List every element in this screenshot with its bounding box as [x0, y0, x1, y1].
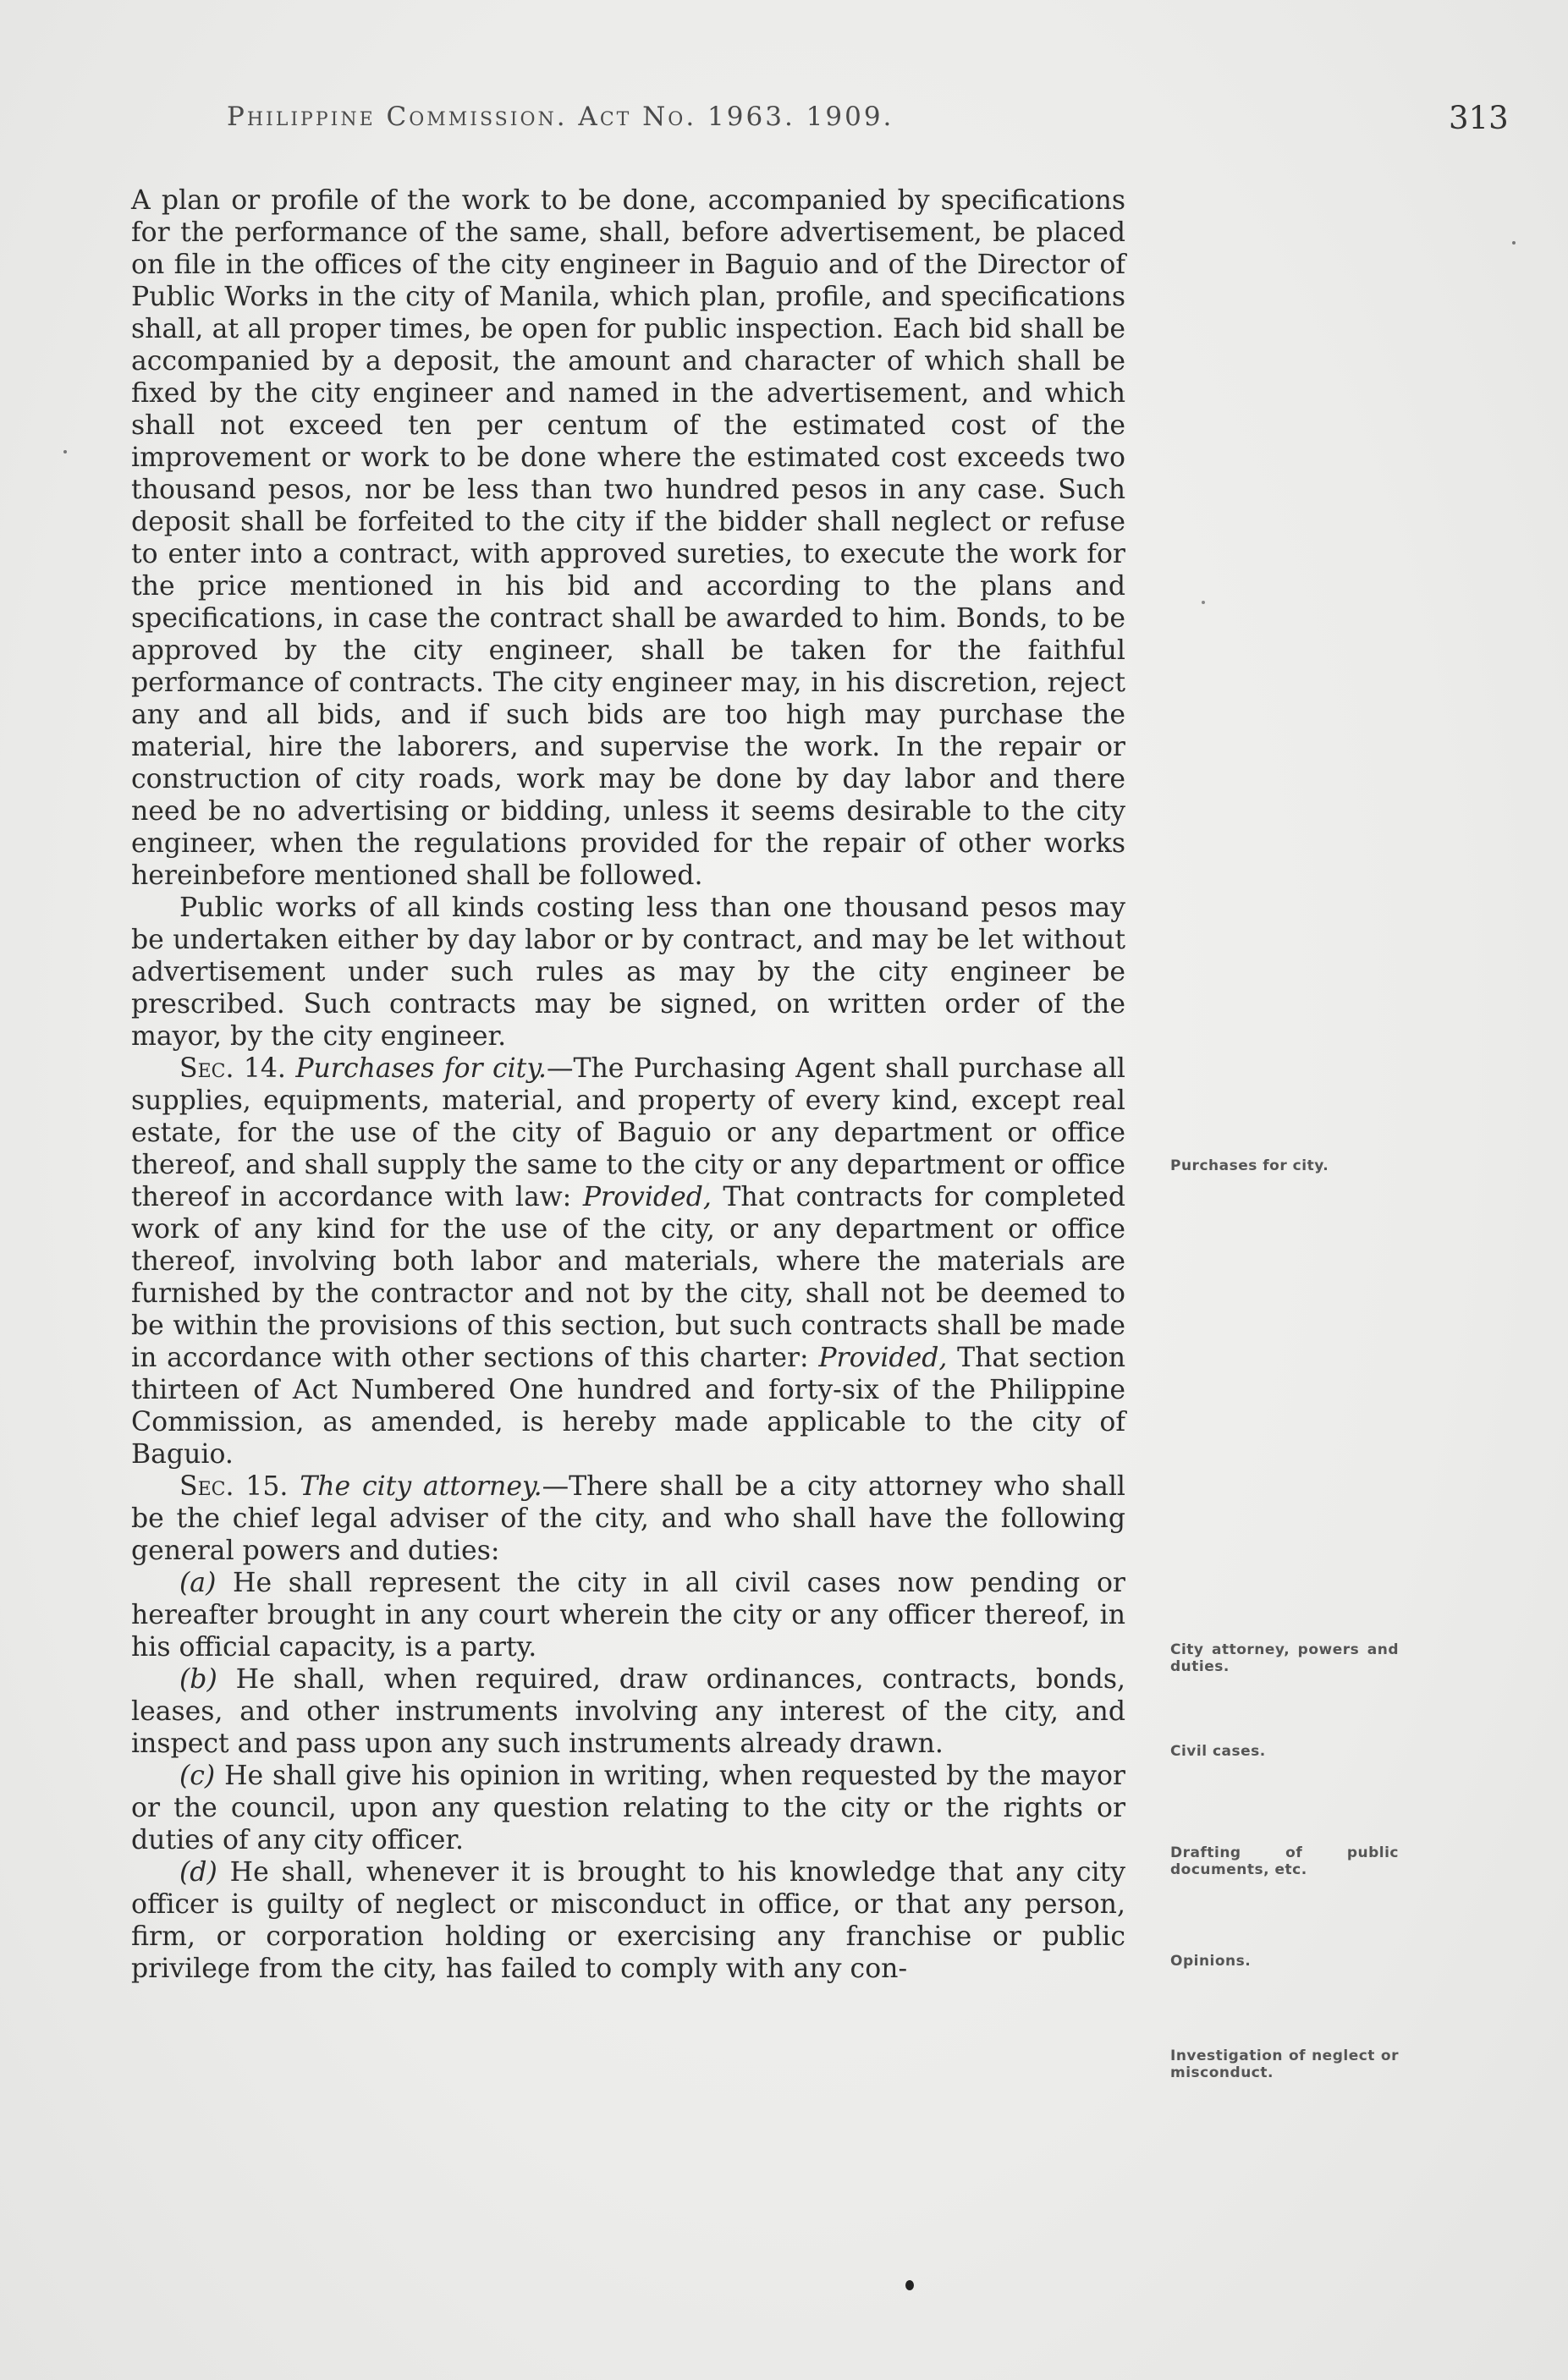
main-text-column: [131, 184, 1125, 1985]
page-number: 313: [1449, 100, 1509, 136]
item-c-label: (c): [179, 1761, 216, 1791]
item-b: [131, 1663, 1125, 1760]
margin-note-purchases: Purchases for city.: [1170, 1157, 1329, 1174]
section-15-heading: The city attorney.: [300, 1471, 542, 1502]
item-a-label: (a): [179, 1568, 217, 1598]
ink-speck: [905, 2280, 914, 2290]
margin-note-opinions: Opinions.: [1170, 1953, 1252, 1970]
paragraph-public-works: Public works of all kinds costing less than one thousand pesos may be undertaken either by day labor or by contract, and may be let without advertisement under such rules as may by the city engineer be prescribed. Such contracts may be signed, on written order of the mayor, by the city engineer.: [131, 893, 1125, 1052]
ink-speck: [63, 450, 67, 453]
section-14-heading: Purchases for city.: [295, 1053, 547, 1084]
section-14-number: Sec. 14.: [179, 1053, 286, 1084]
item-a: [131, 1567, 1125, 1663]
item-d-text: He shall, whenever it is brought to his knowledge that any city officer is guilty of neglect or misconduct in office, or that any person, firm, or corporation holding or exercising any franchise or public privilege from the city, has failed to comply with any con-: [131, 1857, 1125, 1984]
item-c-text: He shall give his opinion in writing, when requested by the mayor or the council, upon any question relating to the city or the rights or duties of any city officer.: [131, 1761, 1125, 1855]
section-15: [131, 1470, 1125, 1567]
margin-note-city-attorney: City attorney, powers and duties.: [1170, 1641, 1399, 1675]
section-14-text-b: That contracts for completed work of any kind for the use of the city, or any department or office thereof, involving both labor and materials, where the materials are furnished by the contractor and not by the city, shall not be deemed to be within the provisions of this section, but such contracts shall be made in accordance with other sections of this charter:: [131, 1182, 1125, 1373]
item-a-text: He shall represent the city in all civil cases now pending or hereafter brought in any court wherein the city or any officer thereof, in his official capacity, is a party.: [131, 1568, 1125, 1663]
running-head: Philippine Commission. Act No. 1963. 1909.: [227, 102, 894, 132]
ink-speck: [1202, 601, 1205, 604]
section-15-number: Sec. 15.: [179, 1471, 289, 1502]
section-14: [131, 1053, 1125, 1470]
margin-note-civil-cases: Civil cases.: [1170, 1743, 1266, 1760]
ink-speck: [1512, 241, 1516, 245]
item-b-text: He shall, when required, draw ordinances, contracts, bonds, leases, and other instruments involving any interest of the city, and inspect and pass upon any such instruments already drawn.: [131, 1664, 1125, 1759]
margin-note-investigation: Investigation of neglect or misconduct.: [1170, 2047, 1399, 2081]
item-d-label: (d): [179, 1857, 217, 1888]
section-14-text-a: —The Purchasing Agent shall purchase all supplies, equipments, material, and property of every kind, except real estate, for the use of the city of Baguio or any department or office thereof, and shall supply the same to the city or any department or office thereof in accordance with law:: [131, 1053, 1126, 1212]
paragraph-plan-profile: A plan or profile of the work to be done, accompanied by specifications for the performance of the same, shall, before advertisement, be placed on file in the offices of the city engineer in Baguio and of the Director of Public Works in the city of Manila, which plan, profile, and specifications shall, at all proper times, be open for public inspection. Each bid shall be accompanied by a deposit, the amount and character of which shall be fixed by the city engineer and named in the advertisement, and which shall not exceed ten per centum of the estimated cost of the improvement or work to be done where the estimated cost exceeds two thousand pesos, nor be less than two hundred pesos in any case. Such deposit shall be forfeited to the city if the bidder shall neglect or refuse to enter into a contract, with approved sureties, to execute the work for the price mentioned in his bid and according to the plans and specifications, in case the contract shall be awarded to him. Bonds, to be approved by the city engineer, shall be taken for the faithful performance of contracts. The city engineer may, in his discretion, reject any and all bids, and if such bids are too high may purchase the material, hire the laborers, and supervise the work. In the repair or construction of city roads, work may be done by day labor and there need be no advertising or bidding, unless it seems desirable to the city engineer, when the regulations provided for the repair of other works hereinbefore mentioned shall be followed.: [131, 185, 1125, 891]
item-c: [131, 1760, 1125, 1856]
section-14-text-c: That section thirteen of Act Numbered One hundred and forty-six of the Philippine Commission, as amended, is hereby made applicable to the city of Baguio.: [131, 1343, 1125, 1470]
item-b-label: (b): [179, 1664, 217, 1695]
section-14-proviso-2: Provided,: [818, 1343, 948, 1373]
margin-note-drafting: Drafting of public documents, etc.: [1170, 1844, 1399, 1878]
item-d: [131, 1856, 1125, 1985]
section-14-proviso-1: Provided,: [582, 1182, 712, 1212]
section-15-text: —There shall be a city attorney who shall be the chief legal adviser of the city, and who shall have the following general powers and duties:: [131, 1471, 1125, 1566]
